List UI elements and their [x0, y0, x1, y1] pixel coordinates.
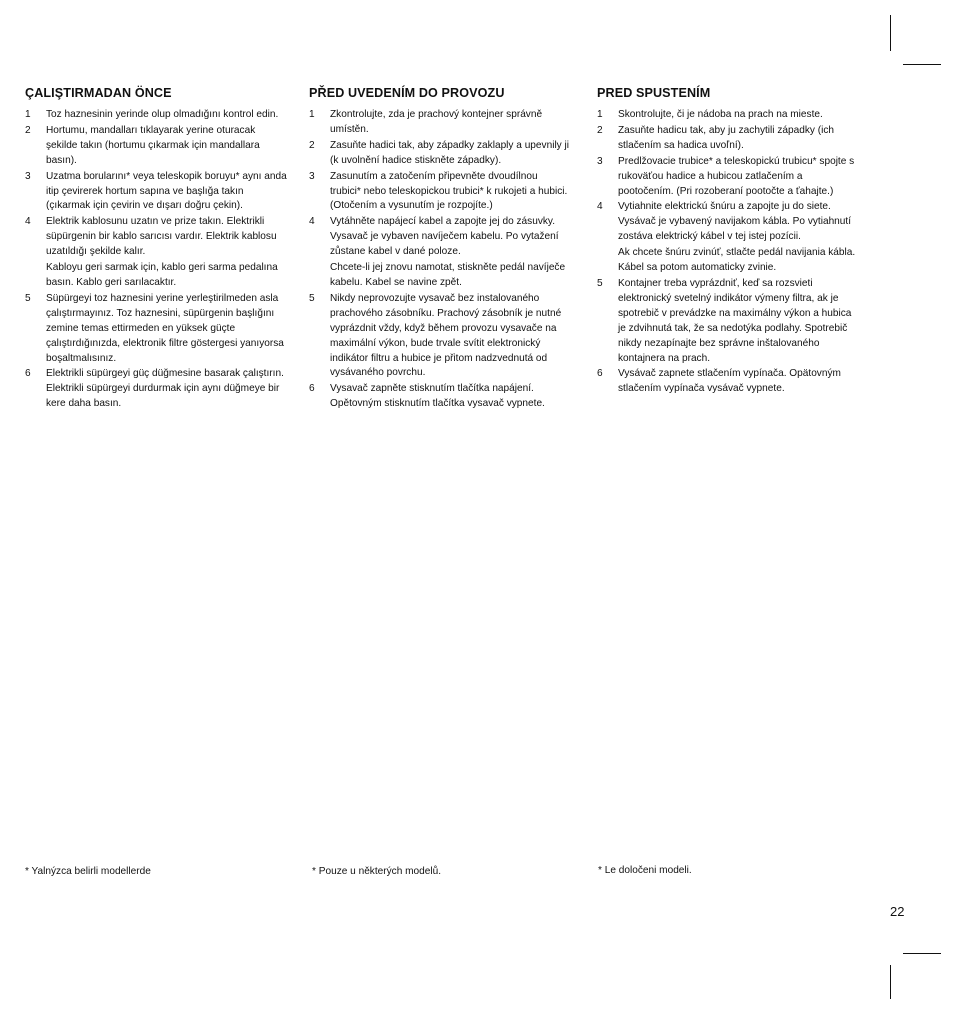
- item-text: Zkontrolujte, zda je prachový kontejner správně umístěn.: [330, 109, 543, 135]
- item-text: Skontrolujte, či je nádoba na prach na mieste.: [618, 109, 823, 120]
- item-text: Zasunutím a zatočením připevněte dvoudílnou trubici* nebo teleskopickou trubici* k rukojeti a hubici. (Otočením a vysunutím je rozpojíte.): [330, 170, 568, 212]
- footnote-czech: * Pouze u některých modelů.: [312, 866, 442, 877]
- item-number: 5: [25, 292, 31, 304]
- item-text: Vysavač zapněte stisknutím tlačítka napájení. Opětovným stisknutím tlačítka vysavač vypnete.: [330, 383, 545, 410]
- instruction-list: [25, 108, 287, 412]
- item-number: 5: [597, 277, 603, 289]
- list-item: [25, 108, 287, 123]
- item-text: Elektrik kablosunu uzatın ve prize takın. Elektrikli süpürgenin bir kablo sarıcısı vardır. Elektrik kablosu uzatıldığı şekilde kalır.: [46, 216, 277, 258]
- item-number: 4: [25, 216, 31, 228]
- item-number: 4: [309, 216, 315, 228]
- instruction-list: [597, 108, 859, 397]
- item-text: Vysávač zapnete stlačením vypínača. Opätovným stlačením vypínača vysávač vypnete.: [618, 368, 841, 395]
- item-number: 5: [309, 292, 315, 304]
- item-text: Vytiahnite elektrickú šnúru a zapojte ju do siete. Vysávač je vybavený navijakom kábla. Po vytiahnutí zostáva elektrický kábel v tej istej pozícii.: [618, 201, 852, 243]
- crop-mark-top-vertical: [890, 15, 891, 51]
- item-text: Hortumu, mandalları tıklayarak yerine oturacak şekilde takın (hortumu çıkarmak için mandallara basın).: [46, 124, 260, 166]
- item-number: 2: [309, 139, 315, 151]
- list-item: [309, 215, 571, 291]
- list-item: [309, 139, 571, 169]
- column-turkish: [25, 86, 287, 413]
- list-item: [597, 367, 859, 397]
- item-text: Predlžovacie trubice* a teleskopickú trubicu* spojte s rukoväťou hadice a hubicou zatlačením a pootočením. (Pri rozoberaní pootočte a ťahajte.): [618, 155, 855, 197]
- crop-mark-bottom-horizontal: [903, 953, 941, 954]
- item-number: 1: [309, 109, 315, 120]
- list-item: [309, 382, 571, 412]
- item-number: 3: [597, 155, 603, 167]
- list-item: [25, 215, 287, 291]
- footnote-slovak: * Le določeni modeli.: [598, 865, 692, 876]
- list-item: [25, 367, 287, 412]
- list-item: [25, 292, 287, 367]
- item-text: Elektrikli süpürgeyi güç düğmesine basarak çalıştırın. Elektrikli süpürgeyi durdurmak için aynı düğmeye bir kere daha basın.: [46, 368, 284, 410]
- item-number: 1: [25, 109, 31, 120]
- item-text: Toz haznesinin yerinde olup olmadığını kontrol edin.: [46, 109, 279, 120]
- list-item: [25, 170, 287, 215]
- item-text: Kontajner treba vyprázdniť, keď sa rozsvieti elektronický svetelný indikátor výmeny filtra, ak je spotrebič v prevádzke na maximálny výkon a hubica je zdvihnutá tak, že sa nedotýka podlahy. Spotrebič nikdy nezapínajte bez správne inštalovaného kontajnera na prach.: [618, 277, 852, 364]
- item-text: Uzatma borularını* veya teleskopik boruyu* aynı anda itip çevirerek hortum sapına ve başlığa takın (çıkarmak için çevirin ve dışarı doğru çekin).: [46, 170, 287, 212]
- list-item: [597, 200, 859, 276]
- section-title: PRED SPUSTENÍM: [597, 86, 711, 100]
- list-item: [597, 155, 859, 200]
- item-text: Ak chcete šnúru zvinúť, stlačte pedál navijania kábla. Kábel sa potom automaticky zvinie.: [618, 247, 856, 274]
- item-text: Süpürgeyi toz haznesini yerine yerleştirilmeden asla çalıştırmayınız. Toz haznesini, süpürgenin başlığını zemine temas ettirmeden en yüksek güçte çalıştırdığınızda, elektronik filtre göstergesi yanıyorsa boşaltmalısınız.: [46, 292, 284, 364]
- section-title: PŘED UVEDENÍM DO PROVOZU: [309, 86, 505, 100]
- column-czech: [309, 86, 571, 413]
- item-text: Chcete-li jej znovu namotat, stiskněte pedál navíječe kabelu. Kabel se navine zpět.: [330, 262, 566, 288]
- item-number: 3: [25, 170, 31, 182]
- item-number: 6: [309, 383, 315, 395]
- page-number: 22: [890, 904, 905, 919]
- list-item: [309, 292, 571, 381]
- item-text: Nikdy neprovozujte vysavač bez instalovaného prachového zásobníku. Prachový zásobník je nutné vyprázdnit vždy, když během provozu vysavače na maximální výkon, bude trvale svítit elektronický indikátor filtru a hubice je přitom nadzvednutá od vysávaného povrchu.: [330, 292, 562, 379]
- list-item: [597, 277, 859, 366]
- item-number: 2: [25, 124, 31, 136]
- list-item: [309, 170, 571, 215]
- item-number: 3: [309, 170, 315, 182]
- list-item: [25, 124, 287, 169]
- item-number: 6: [597, 368, 603, 380]
- footnote-turkish: * Yalnýzca belirli modellerde: [25, 866, 151, 877]
- item-text: Zasuňte hadici tak, aby západky zaklaply a upevnily ji (k uvolnění hadice stiskněte západky).: [330, 139, 570, 166]
- item-number: 2: [597, 124, 603, 136]
- crop-mark-top-horizontal: [903, 64, 941, 65]
- item-number: 6: [25, 368, 31, 380]
- item-number: 1: [597, 109, 603, 120]
- column-slovak: [597, 86, 859, 398]
- item-text: Vytáhněte napájecí kabel a zapojte jej do zásuvky. Vysavač je vybaven navíječem kabelu. Po vytažení zůstane kabel v dané poloze.: [330, 216, 559, 258]
- instruction-list: [309, 108, 571, 412]
- item-number: 4: [597, 201, 603, 213]
- list-item: [597, 108, 859, 123]
- crop-mark-bottom-vertical: [890, 965, 891, 999]
- item-text: Zasuňte hadicu tak, aby ju zachytili západky (ich stlačením sa hadica uvoľní).: [618, 124, 835, 151]
- section-title: ÇALIŞTIRMADAN ÖNCE: [25, 86, 172, 100]
- list-item: [597, 124, 859, 154]
- item-text: Kabloyu geri sarmak için, kablo geri sarma pedalına basın. Kablo geri sarılacaktır.: [46, 262, 278, 288]
- list-item: [309, 108, 571, 138]
